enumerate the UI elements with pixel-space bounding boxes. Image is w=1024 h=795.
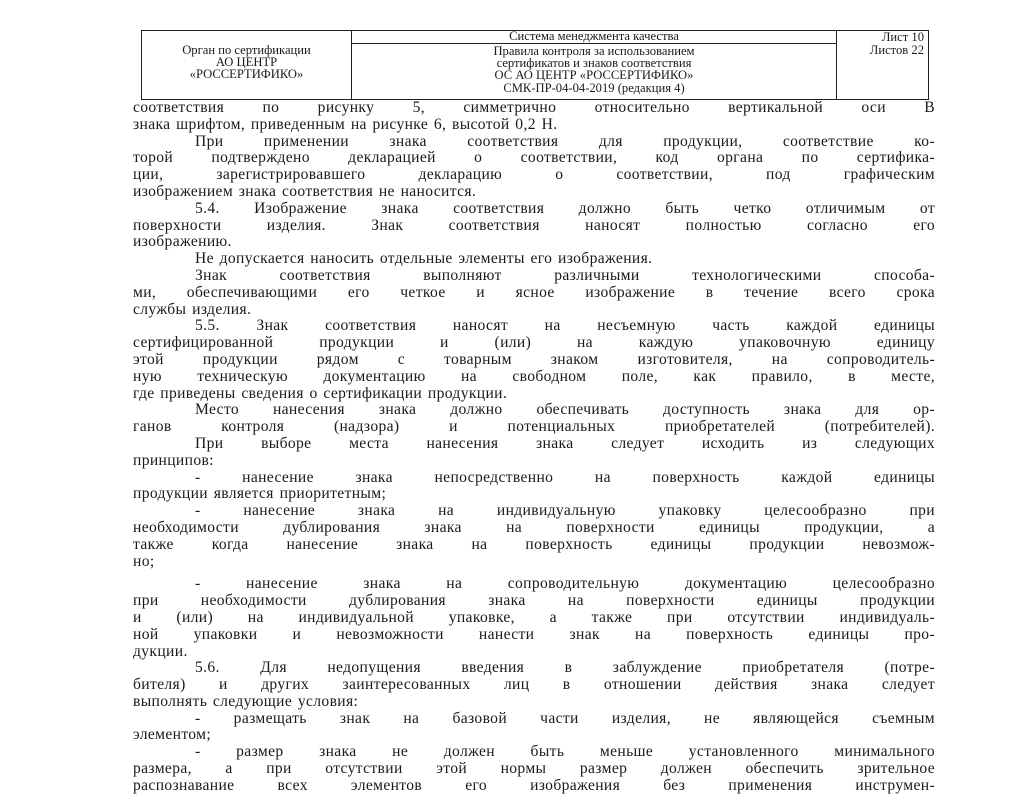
text-line: принципов: <box>133 451 214 469</box>
text-line: ной упаковки и невозможности нанести знак на поверхность единицы про- <box>133 625 935 643</box>
org-line-3: «РОССЕРТИФИКО» <box>189 67 304 82</box>
text-line: 5.6. Для недопущения введения в заблуждение приобретателя (потре- <box>195 659 935 677</box>
text-line: При выборе места нанесения знака следует исходить из следующих <box>195 434 935 452</box>
text-line: дукции. <box>133 642 188 660</box>
text-line: 5.4. Изображение знака соответствия должно быть четко отличимым от <box>195 199 935 217</box>
text-line: Не допускается наносить отдельные элементы его изображения. <box>195 250 653 268</box>
text-line: 5.5. Знак соответствия наносят на несъемную часть каждой единицы <box>195 317 935 335</box>
header-organization <box>142 31 352 99</box>
text-line: ми, обеспечивающими его четкое и ясное изображение в течение всего срока <box>133 283 935 301</box>
text-line: также когда нанесение знака на поверхность единицы продукции невозмож- <box>133 535 935 553</box>
text-line: - нанесение знака на сопроводительную документацию целесообразно <box>195 575 935 593</box>
text-line: продукции является приоритетным; <box>133 485 387 503</box>
header-sheet-info <box>837 31 928 99</box>
text-line: поверхности изделия. Знак соответствия наносят полностью согласно его <box>133 216 935 234</box>
text-line: элементом; <box>133 726 212 744</box>
text-line: и (или) на индивидуальной упаковке, а также при отсутствии индивидуаль- <box>133 608 935 626</box>
document-header-table <box>141 30 929 100</box>
text-line: - нанесение знака непосредственно на поверхность каждой единицы <box>195 468 935 486</box>
text-line: распознавание всех элементов его изображения без применения инструмен- <box>133 776 935 794</box>
text-line: при необходимости дублирования знака на поверхности единицы продукции <box>133 592 935 610</box>
document-title <box>352 44 836 94</box>
text-line: размера, а при отсутствии этой нормы размер должен обеспечить зрительное <box>133 760 935 778</box>
text-line: - размер знака не должен быть меньше установленного минимального <box>195 743 935 761</box>
sheets-total: Листов 22 <box>869 42 924 57</box>
text-line: - нанесение знака на индивидуальную упаковку целесообразно при <box>195 502 935 520</box>
system-title: Система менеджмента качества <box>352 31 836 44</box>
text-line: - размещать знак на базовой части изделия, не являющейся съемным <box>195 709 935 727</box>
text-line: Место нанесения знака должно обеспечивать доступность знака для ор- <box>195 401 935 419</box>
doc-title-line-1: Правила контроля за использованием <box>493 44 695 58</box>
text-line: знака шрифтом, приведенным на рисунке 6, высотой 0,2 Н. <box>133 115 558 133</box>
text-line: Знак соответствия выполняют различными технологическими способа- <box>195 266 935 284</box>
text-line: бителя) и других заинтересованных лиц в отношении действия знака следует <box>133 676 935 694</box>
org-line-2: АО ЦЕНТР <box>215 55 278 70</box>
text-line: необходимости дублирования знака на поверхности единицы продукции, а <box>133 518 935 536</box>
text-line: соответствия по рисунку 5, симметрично относительно вертикальной оси В <box>133 99 935 116</box>
text-line: службы изделия. <box>133 300 252 318</box>
sheet-number: Лист 10 <box>881 30 924 44</box>
text-line: При применении знака соответствия для продукции, соответствие ко- <box>195 132 935 150</box>
text-line: выполнять следующие условия: <box>133 692 359 710</box>
text-line: сертифицированной продукции и (или) на каждую упаковочную единицу <box>133 334 935 352</box>
text-line: изображением знака соответствия не наносится. <box>133 182 477 200</box>
doc-title-line-4: СМК-ПР-04-04-2019 (редакция 4) <box>503 80 685 95</box>
header-document-info <box>352 31 837 99</box>
doc-title-line-3: ОС АО ЦЕНТР «РОССЕРТИФИКО» <box>494 68 694 83</box>
doc-title-line-2: сертификатов и знаков соответствия <box>496 56 692 71</box>
text-line: торой подтверждено декларацией о соответствии, код органа по сертифика- <box>133 149 935 167</box>
text-line: этой продукции рядом с товарным знаком изготовителя, на сопроводитель- <box>133 350 935 368</box>
text-line: где приведены сведения о сертификации продукции. <box>133 384 508 402</box>
org-line-1: Орган по сертификации <box>182 43 311 57</box>
document-body <box>133 100 935 795</box>
text-line: изображению. <box>133 233 232 251</box>
text-line: ганов контроля (надзора) и потенциальных приобретателей (потребителей). <box>133 418 935 436</box>
text-line: но; <box>133 552 155 570</box>
text-line: ции, зарегистрировавшего декларацию о соответствии, под графическим <box>133 166 935 184</box>
text-line: ную техническую документацию на свободном поле, как правило, в месте, <box>133 367 935 385</box>
